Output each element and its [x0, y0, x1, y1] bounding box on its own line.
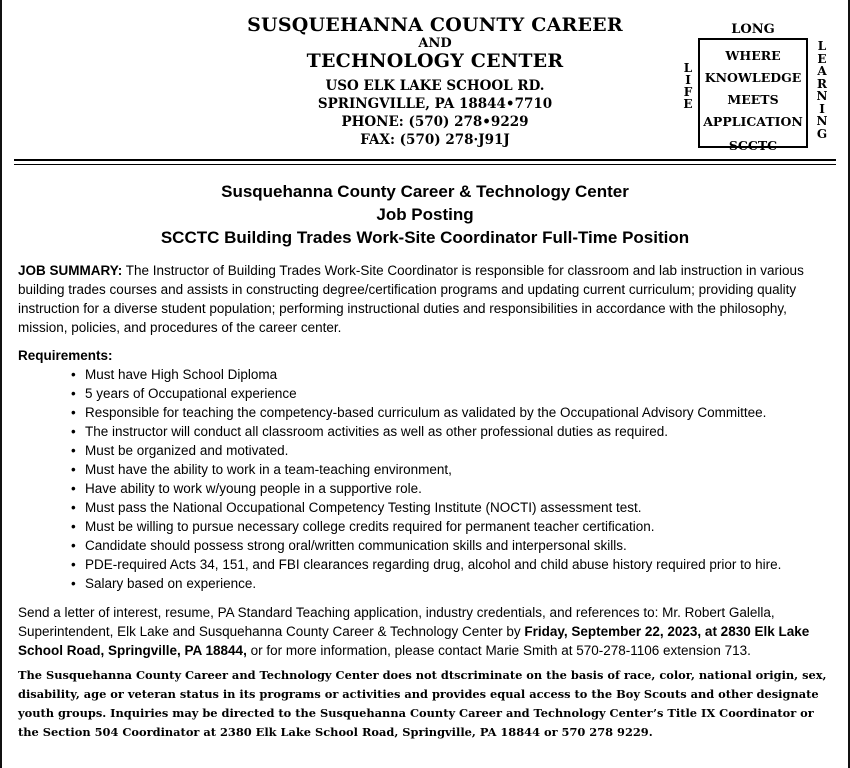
- application-instructions: [18, 603, 838, 660]
- requirement-item: • Salary based on experience.: [85, 574, 838, 593]
- scctc-logo: [676, 18, 834, 158]
- logo-box-line: KNOWLEDGE: [704, 70, 802, 85]
- fax-line: FAX: (570) 278·J91J: [360, 132, 510, 149]
- requirement-item: • Must be willing to pursue necessary college credits required for permanent teacher certification.: [85, 517, 838, 536]
- posting-titles: [0, 180, 850, 249]
- school-name-line1: SUSQUEHANNA COUNTY CAREER: [247, 14, 623, 36]
- logo-box: [698, 38, 808, 148]
- title-organization: Susquehanna County Career & Technology Center: [221, 182, 629, 201]
- logo-life-vertical: LIFE: [683, 61, 693, 111]
- requirement-item: • 5 years of Occupational experience: [85, 384, 838, 403]
- application-text: Send a letter of interest, resume, PA Standard Teaching application, industry credentials, and references to: Mr. Robert Galella, Superintendent, Elk Lake and Susquehanna County Career & Technology Center by: [18, 605, 775, 639]
- logo-box-line: MEETS: [727, 92, 779, 107]
- requirements-heading: Requirements:: [18, 348, 113, 363]
- requirement-item: • Have ability to work w/young people in a supportive role.: [85, 479, 838, 498]
- logo-bottom-text: SCCTC: [728, 138, 778, 153]
- requirement-item: • Candidate should possess strong oral/written communication skills and interpersonal skills.: [85, 536, 838, 555]
- posting-body: [18, 261, 838, 742]
- title-position: SCCTC Building Trades Work-Site Coordinator Full-Time Position: [160, 228, 690, 247]
- logo-box-line: APPLICATION: [703, 114, 803, 129]
- title-job-posting: Job Posting: [376, 205, 474, 224]
- job-summary-text: The Instructor of Building Trades Work-Site Coordinator is responsible for classroom and lab instruction in various building trades courses and assists in constructing degree/certification programs and updating current curriculum; providing quality instruction for a diverse student population; performing instructional duties and responsibilities in accordance with the philosophy, mission, policies, and procedures of the career center.: [18, 263, 804, 335]
- application-deadline: Friday, September 22, 2023, at 2830 Elk Lake School Road, Springville, PA 18844,: [18, 624, 810, 658]
- requirement-item: • PDE-required Acts 34, 151, and FBI clearances regarding drug, alcohol and child abuse history required prior to hire.: [85, 555, 838, 574]
- requirement-item: • Responsible for teaching the competency-based curriculum as validated by the Occupational Advisory Committee.: [85, 403, 838, 422]
- logo-top-text: LONG: [731, 22, 775, 37]
- left-border: [0, 0, 2, 768]
- requirement-item: • Must have the ability to work in a team-teaching environment,: [85, 460, 838, 479]
- header-divider-thin: [14, 164, 836, 165]
- logo-learning-vertical: LEARNING: [816, 39, 828, 141]
- school-name-and: AND: [418, 35, 452, 51]
- address-line2: SPRINGVILLE, PA 18844•7710: [317, 95, 553, 112]
- job-summary: [18, 261, 838, 337]
- job-summary-label: JOB SUMMARY:: [18, 263, 123, 278]
- logo-box-line: WHERE: [725, 48, 781, 63]
- requirement-item: • Must pass the National Occupational Competency Testing Institute (NOCTI) assessment test.: [85, 498, 838, 517]
- requirement-item: • Must be organized and motivated.: [85, 441, 838, 460]
- letterhead-contact: [240, 77, 630, 150]
- phone-line: PHONE: (570) 278•9229: [341, 113, 529, 130]
- address-line1: USO ELK LAKE SCHOOL RD.: [325, 77, 545, 94]
- requirements-list: [18, 365, 838, 593]
- contact-text: or for more information, please contact Marie Smith at 570-278-1106 extension 713.: [246, 643, 751, 658]
- school-name-line2: TECHNOLOGY CENTER: [306, 49, 564, 72]
- requirement-item: • The instructor will conduct all classroom activities as well as other professional duties as required.: [85, 422, 838, 441]
- header-divider-thick: [14, 159, 836, 161]
- non-discrimination-statement: The Susquehanna County Career and Technology Center does not dtscriminate on the basis of race, color, national origin, sex, disability, age or veteran status in its programs or activities and provides equal access to the Boy Scouts and other designate youth groups. Inquiries may be directed to the Susquehanna County Career and Technology Center’s Title IX Coordinator or the Section 504 Coordinator at 2380 Elk Lake School Road, Springville, PA 18844 or 570 278 9229.: [18, 668, 827, 739]
- letterhead: [240, 16, 630, 149]
- requirement-item: • Must have High School Diploma: [85, 365, 838, 384]
